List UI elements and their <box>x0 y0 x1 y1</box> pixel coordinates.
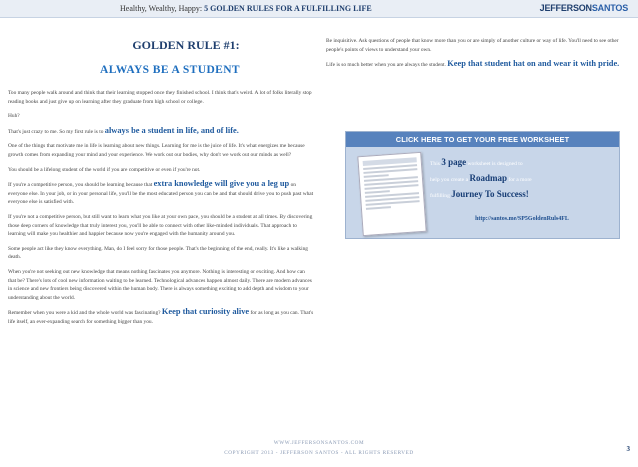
rule-subheading: ALWAYS BE A STUDENT <box>99 64 241 76</box>
paragraph <box>326 60 628 70</box>
paragraph: Too many people walk around and think that their learning stopped once they finished school. I think that's weird. A lot of folks literally stop reading books and just give up on learning after they graduate from high school or college. <box>8 90 312 105</box>
paragraph: Huh? <box>8 113 20 120</box>
highlight-text: always be a student in life, and of life. <box>104 125 239 135</box>
text-span: Life is so much better when you are always the student. <box>326 62 448 69</box>
paragraph <box>8 308 314 326</box>
worksheet-link[interactable]: http://santos.me/SP5GoldenRuls4FL <box>475 216 569 222</box>
worksheet-line-1: This 3 page worksheet is designed to <box>430 157 523 167</box>
left-column <box>8 89 314 332</box>
paragraph: If you're not a competitive person, but still want to learn what you like at your own pace, you should be a student at all times. By discovering those deep corners of knowledge that truly interest you, you'll be able to connect with other like-minded individuals. That approach to learning will make you healthier and happier because now you're engaged with the humanity around you. <box>8 213 313 238</box>
footer-website-link[interactable]: WWW.JEFFERSONSANTOS.COM <box>273 440 365 446</box>
text-span: for as long as you can. That's life itself, an ever-expanding search for something bigger than you. <box>8 310 314 325</box>
thumb-text-line <box>364 174 389 178</box>
header-title <box>120 4 372 13</box>
brand-logo[interactable] <box>540 3 628 13</box>
paragraph <box>8 127 314 137</box>
thumb-text-line <box>366 206 391 210</box>
header-prefix: Healthy, Wealthy, Happy: <box>120 4 205 13</box>
footer-copyright: COPYRIGHT 2013 - JEFFERSON SANTOS - ALL RIGHTS RESERVED <box>224 450 414 456</box>
worksheet-promo-box[interactable] <box>345 131 620 239</box>
thumb-text-line <box>365 190 390 194</box>
text-span: on everyone else. In your job, or in your personal life, you'll be the most educated person you can be and that should drive you to push past what everyone else is satisfied with. <box>8 182 314 206</box>
text-span: That's just crazy to me. So my first rule is to <box>8 128 105 135</box>
right-column <box>326 37 628 76</box>
paragraph: Some people act like they know everything. Man, do I feel sorry for those people. That's the beginning of the end, really. It's like a walking death. <box>8 245 308 261</box>
paragraph: When you're not seeking out new knowledge that means nothing fascinates you anymore. Nothing is interesting or exciting. And how can that be? There's lots of cool new information waiting to be learned. Technological advances happen almost daily. There are modern advances in science and new frontiers being discovered within the human body. There is always something exciting to add depth and wisdom to your understanding about the world. <box>8 268 312 301</box>
worksheet-line-2: help you create a Roadmap for a more <box>430 173 532 183</box>
paragraph: One of the things that motivate me in life is learning about new things. Learning for me is the juice of life. It's what energizes me because growth comes from expanding your mind and your experience. We work out our bodies, why don't we work out our minds as well? <box>8 143 305 158</box>
worksheet-thumbnail-image[interactable] <box>357 152 426 236</box>
worksheet-line-3: fulfilling Journey To Success! <box>430 189 529 199</box>
paragraph <box>8 180 314 207</box>
header-bar <box>0 0 638 18</box>
header-book-title: 5 GOLDEN RULES FOR A FULFILLING LIFE <box>204 4 372 13</box>
highlight-text: extra knowledge will give you a leg up <box>153 179 290 189</box>
text-span: Remember when you were a kid and the whole world was fascinating? <box>8 310 162 317</box>
rule-heading: GOLDEN RULE #1: <box>132 38 240 52</box>
logo-part1: JEFFERSON <box>539 3 592 13</box>
logo-part2: SANTOS <box>591 3 628 13</box>
text-span: If you're a competitive person, you should be learning because that <box>8 182 154 189</box>
page-number: 3 <box>626 445 630 453</box>
highlight-text: Keep that curiosity alive <box>161 307 250 317</box>
paragraph: Be inquisitive. Ask questions of people that know more than you or are simply of another culture or way of life. You'll need to see other people's points of views to understand your own. <box>326 38 619 53</box>
paragraph: You should be a lifelong student of the world if you are competitive or even if you're not. <box>8 166 201 173</box>
highlight-text: Keep that student hat on and wear it with pride. <box>447 59 620 69</box>
worksheet-cta-title[interactable]: CLICK HERE TO GET YOUR FREE WORKSHEET <box>346 132 619 147</box>
worksheet-description <box>430 155 614 203</box>
